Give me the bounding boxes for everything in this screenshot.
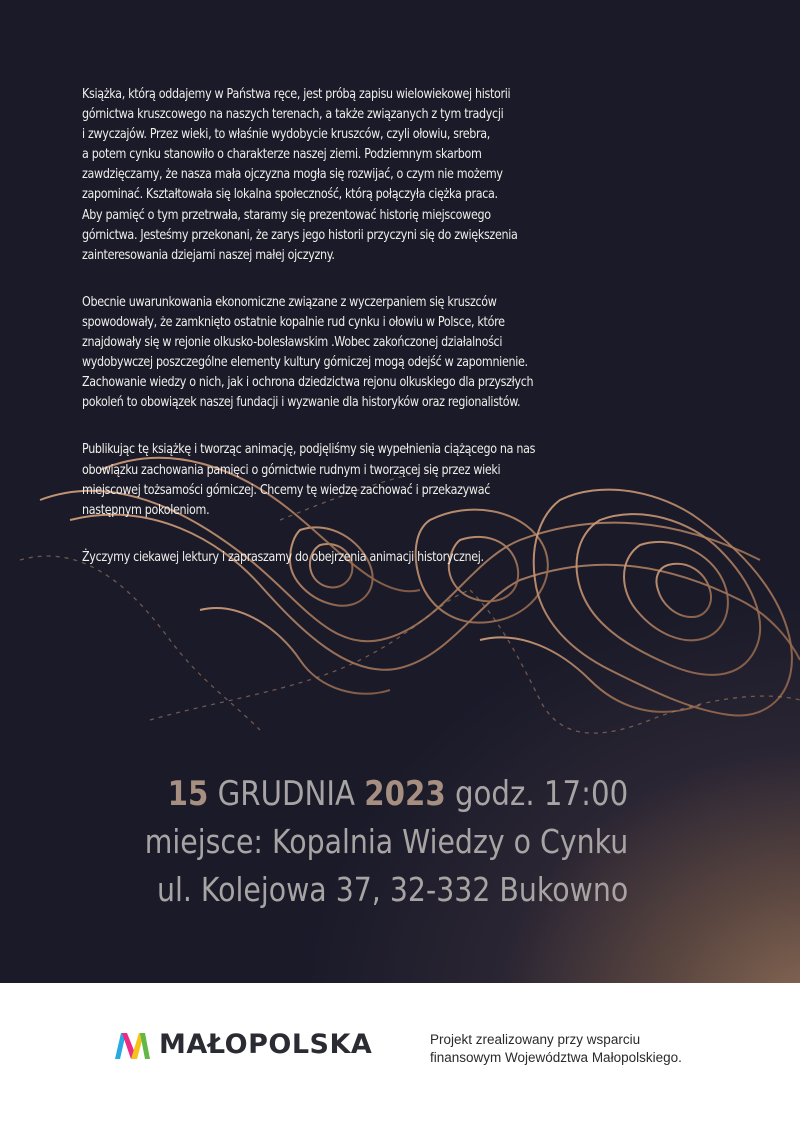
event-info	[145, 770, 628, 914]
event-address: ul. Kolejowa 37, 32-332 Bukowno	[156, 870, 628, 909]
event-month: GRUDNIA	[217, 774, 355, 814]
event-time-label: godz.	[454, 774, 535, 814]
malopolska-logo	[113, 1022, 372, 1066]
logo-text: MAŁOPOLSKA	[159, 1028, 373, 1060]
event-date	[145, 770, 628, 818]
paragraph-2: Obecnie uwarunkowania ekonomiczne związane z wyczerpaniem się kruszców spowodowały, że zamknięto ostatnie kopalnie rud cynku i ołowiu w Polsce, które znajdowały się w rejonie olkusko-bolesławskim .Wobec zakończonej działalności wydobywczej poszczególne elementy kultury górniczej mogą odejść w zapomnienie. Zachowanie wiedzy o nich, jak i ochrona dziedzictwa rejonu olkuskiego dla przyszłych pokoleń to obowiązek naszej fundacji i wyzwanie dla historyków oraz regionalistów.	[82, 293, 534, 411]
event-place: miejsce: Kopalnia Wiedzy o Cynku	[144, 822, 628, 861]
event-day: 15	[167, 774, 209, 814]
malopolska-m-icon	[113, 1027, 153, 1061]
paragraph-3: Publikując tę książkę i tworząc animację, podjęliśmy się wypełnienia ciążącego na nas obowiązku zachowania pamięci o górnictwie rudnym i tworzącej się przez wieki miejscowej tożsamości górniczej. Chcemy tę wiedzę zachować i przekazywać następnym pokoleniom.	[82, 441, 536, 518]
intro-text	[82, 84, 722, 594]
paragraph-4: Życzymy ciekawej lektury i zapraszamy do obejrzenia animacji historycznej.	[82, 548, 484, 565]
paragraph-1: Książka, którą oddajemy w Państwa ręce, jest próbą zapisu wielowiekowej historii górnictwa kruszcowego na naszych terenach, a także związanych z tym tradycji i zwyczajów. Przez wieki, to właśnie wydobycie kruszców, czyli ołowiu, srebra, a potem cynku stanowiło o charakterze naszej ziemi. Podziemnym skarbom zawdzięczamy, że nasza mała ojczyzna mogła się rozwijać, o czym nie możemy zapominać. Kształtowała się lokalna społeczność, którą połączyła ciężka praca. Aby pamięć o tym przetrwała, staramy się prezentować historię miejscowego górnictwa. Jesteśmy przekonani, że zarys jego historii przyczyni się do zwiększenia zainteresowania dziejami naszej małej ojczyzny.	[82, 86, 518, 263]
event-time: 17:00	[543, 774, 628, 814]
event-year: 2023	[364, 774, 446, 814]
support-text: Projekt zrealizowany przy wsparciu finansowym Województwa Małopolskiego.	[430, 1032, 682, 1065]
